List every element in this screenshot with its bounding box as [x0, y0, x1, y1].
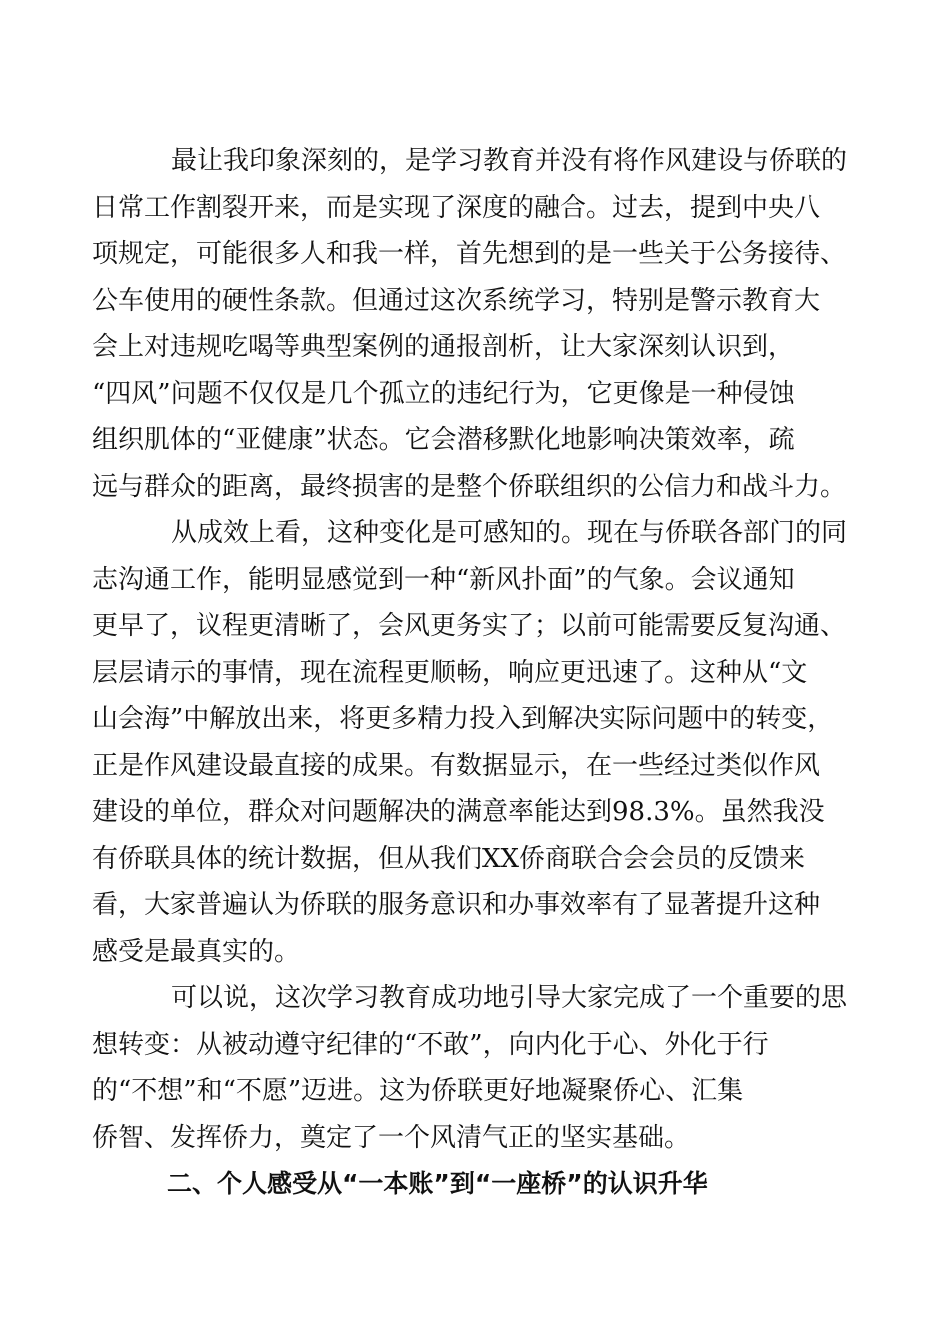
text-line: 日常工作割裂开来，而是实现了深度的融合。过去，提到中央八: [92, 192, 821, 223]
text-line: 层层请示的事情，现在流程更顺畅，响应更迅速了。这种从“文: [92, 657, 808, 688]
text-line: 最让我印象深刻的，是学习教育并没有将作风建设与侨联的: [119, 146, 848, 176]
text-line: 感受是最真实的。: [92, 936, 301, 967]
text-line: 远与群众的距离，最终损害的是整个侨联组织的公信力和战斗力。: [92, 471, 847, 502]
text-line: 会上对违规吃喝等典型案例的通报剖析，让大家深刻认识到，: [92, 332, 795, 362]
text-line: 公车使用的硬性条款。但通过这次系统学习，特别是警示教育大: [92, 285, 821, 316]
text-line: 正是作风建设最直接的成果。有数据显示，在一些经过类似作风: [92, 750, 821, 781]
text-line: 侨智、发挥侨力，奠定了一个风清气正的坚实基础。: [92, 1122, 691, 1153]
section-heading-wrapper: [167, 1161, 847, 1208]
text-line: 项规定，可能很多人和我一样，首先想到的是一些关于公务接待、: [92, 239, 847, 269]
text-line: 可以说，这次学习教育成功地引导大家完成了一个重要的思: [119, 983, 848, 1013]
text-line: 志沟通工作，能明显感觉到一种“新风扑面”的气象。会议通知: [92, 564, 795, 595]
text-line: 建设的单位，群众对问题解决的满意率能达到98.3%。虽然我没: [92, 797, 825, 827]
paragraph-3: [92, 975, 848, 1161]
text-line: 想转变：从被动遵守纪律的“不敢”，向内化于心、外化于行: [92, 1029, 769, 1060]
document-body: [92, 138, 848, 1208]
text-line: “四风”问题不仅仅是几个孤立的违纪行为，它更像是一种侵蚀: [92, 378, 795, 409]
paragraph-1: [92, 138, 848, 510]
text-line: 山会海”中解放出来，将更多精力投入到解决实际问题中的转变，: [92, 704, 834, 734]
text-line: 的“不想”和“不愿”迈进。这为侨联更好地凝聚侨心、汇集: [92, 1076, 744, 1106]
text-line: 有侨联具体的统计数据，但从我们XX侨商联合会会员的反馈来: [92, 843, 806, 874]
paragraph-2: [92, 510, 848, 975]
text-line: 看，大家普遍认为侨联的服务意识和办事效率有了显著提升这种: [92, 890, 821, 920]
text-line: 更早了，议程更清晰了，会风更务实了；以前可能需要反复沟通、: [92, 611, 847, 641]
section-heading: 二、个人感受从“一本账”到“一座桥”的认识升华: [167, 1169, 708, 1198]
text-line: 从成效上看，这种变化是可感知的。现在与侨联各部门的同: [119, 518, 848, 548]
text-line: 组织肌体的“亚健康”状态。它会潜移默化地影响决策效率，疏: [92, 425, 795, 455]
